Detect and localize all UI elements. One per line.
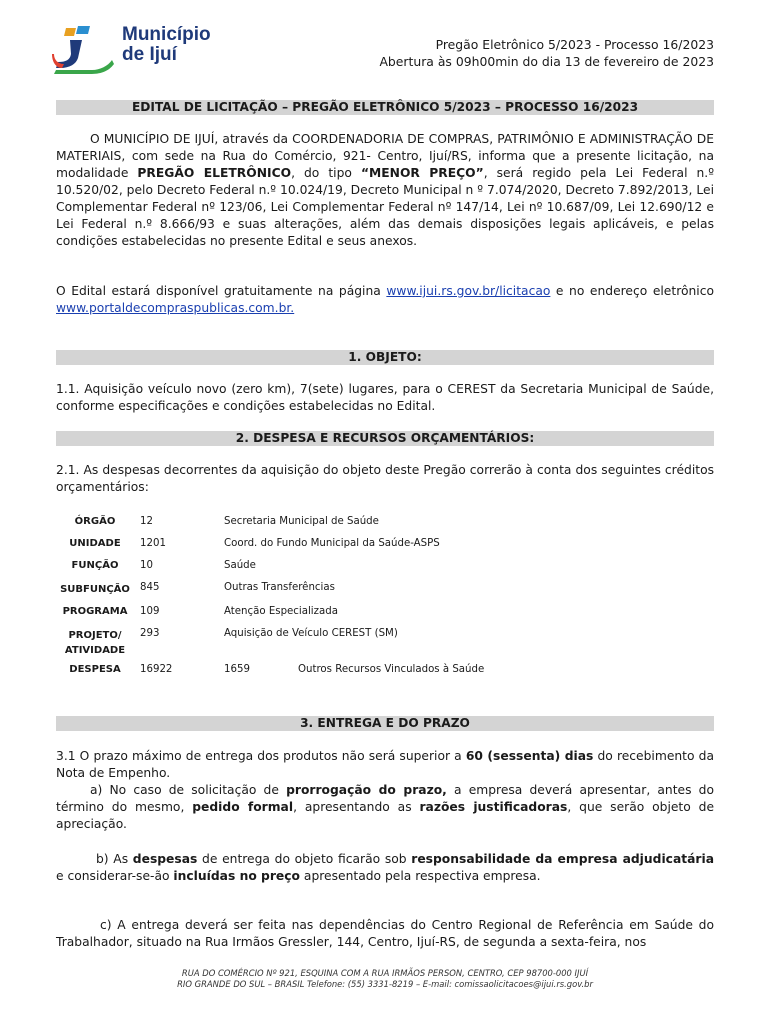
logo-text-de-ijui: de Ijuí [122, 44, 177, 65]
portal-compras-link[interactable]: www.portaldecompraspublicas.com.br. [56, 301, 295, 315]
table-row: SUBFUNÇÃO 845 Outras Transferências [60, 582, 335, 595]
section-3-item-b: b) As despesas de entrega do objeto ficarão sob responsabilidade da empresa adjudicatária e considerar-se-ão incluídas no preço apresentado pela respectiva empresa. [56, 852, 714, 883]
header-process: Pregão Eletrônico 5/2023 - Processo 16/2023 [435, 37, 714, 52]
document-title: EDITAL DE LICITAÇÃO – PREGÃO ELETRÔNICO 5/2023 – PROCESSO 16/2023 [56, 100, 714, 115]
section-3-item-a: a) No caso de solicitação de prorrogação do prazo, a empresa deverá apresentar, antes do término do mesmo, pedido formal, apresentando as razões justificadoras, que serão objeto de apreciação. [56, 783, 715, 831]
section-3-heading: 3. ENTREGA E DO PRAZO [56, 716, 714, 731]
table-row: ÓRGÃO 12 Secretaria Municipal de Saúde [74, 516, 379, 527]
section-3-item-c: c) A entrega deverá ser feita nas dependências do Centro Regional de Referência em Saúde do Trabalhador, situado na Rua Irmãos Gressler, 144, Centro, Ijuí-RS, de segunda a sexta-feira, nos [56, 918, 714, 949]
municipio-logo [52, 24, 242, 74]
ijui-licitacao-link[interactable]: www.ijui.rs.gov.br/licitacao [386, 284, 551, 298]
intro-paragraph: O MUNICÍPIO DE IJUÍ, através da COORDENADORIA DE COMPRAS, PATRIMÔNIO E ADMINISTRAÇÃO DE MATERIAIS, com sede na Rua do Comércio, 921- Centro, Ijuí/RS, informa que a presente licitação, na modalidade PREGÃO ELETRÔNICO, do tipo “MENOR PREÇO”, será regido pela Lei Federal n.º 10.520/02, pelo Decreto Federal n.º 10.024/19, Decreto Municipal n º 7.074/2020, Decreto 7.892/2013, Lei Complementar Federal nº 123/06, Lei Complementar Federal nº 147/14, Lei nº 10.687/09, Lei 12.690/12 e Lei Federal n.º 8.666/93 e suas alterações, além das demais disposições legais aplicáveis, e pelas condições estabelecidas no presente Edital e seus anexos. [56, 132, 714, 248]
table-row: PROJETO/ ATIVIDADE 293 Aquisição de Veículo CEREST (SM) [64, 628, 398, 656]
table-row: DESPESA 16922 1659 Outros Recursos Vinculados à Saúde [69, 664, 485, 675]
header-opening: Abertura às 09h00min do dia 13 de fevereiro de 2023 [379, 54, 714, 69]
edital-availability: O Edital estará disponível gratuitamente na página www.ijui.rs.gov.br/licitacao e no endereço eletrônico www.portaldecompraspublicas.com.br. [56, 284, 714, 315]
logo-text-municipio: Município [122, 24, 211, 45]
footer-contact: RIO GRANDE DO SUL – BRASIL Telefone: (55) 3331-8219 – E-mail: comissaolicitacoes@ijui.rs.gov.br [177, 979, 593, 989]
table-row: PROGRAMA 109 Atenção Especializada [62, 606, 338, 617]
page-footer [0, 968, 770, 990]
footer-address: RUA DO COMÉRCIO Nº 921, ESQUINA COM A RUA IRMÃOS PERSON, CENTRO, CEP 98700-000 IJUÍ [181, 968, 589, 978]
section-2-text: 2.1. As despesas decorrentes da aquisição do objeto deste Pregão correrão à conta dos seguintes créditos orçamentários: [56, 463, 714, 494]
table-row: UNIDADE 1201 Coord. do Fundo Municipal da Saúde-ASPS [69, 538, 440, 549]
logo-emblem-icon [52, 24, 118, 74]
section-1-heading: 1. OBJETO: [56, 350, 714, 365]
section-3-1-text: 3.1 O prazo máximo de entrega dos produtos não será superior a 60 (sessenta) dias do recebimento da Nota de Empenho. [56, 749, 714, 780]
table-row: FUNÇÃO 10 Saúde [71, 560, 256, 571]
section-1-text: 1.1. Aquisição veículo novo (zero km), 7(sete) lugares, para o CEREST da Secretaria Municipal de Saúde, conforme especificações e condições estabelecidas no Edital. [56, 382, 714, 413]
header-info [379, 36, 714, 70]
section-2-heading: 2. DESPESA E RECURSOS ORÇAMENTÁRIOS: [56, 431, 714, 446]
